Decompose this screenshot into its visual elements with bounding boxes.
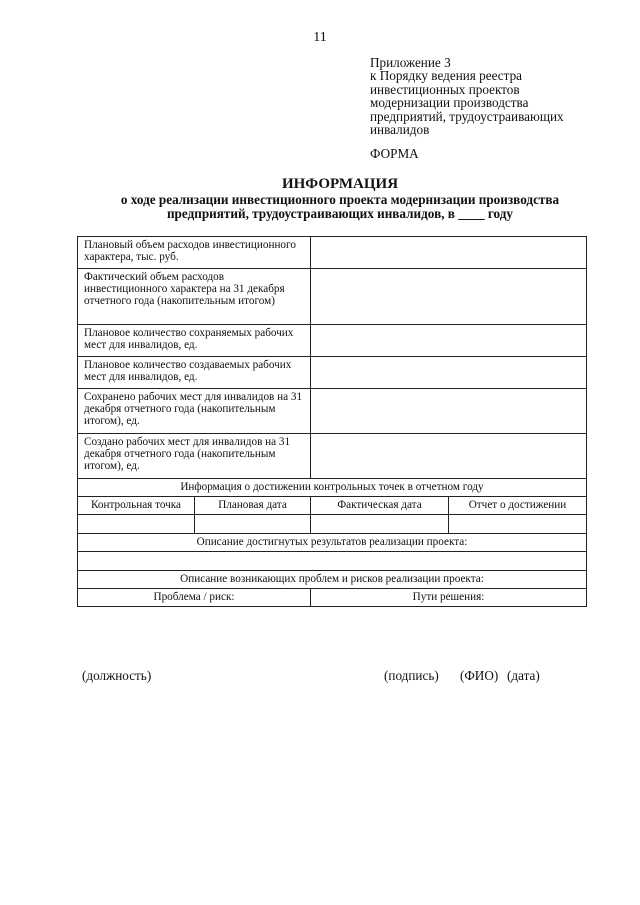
- results-header: Описание достигнутых результатов реализации проекта:: [78, 534, 587, 552]
- signature-caption: (подпись): [384, 668, 439, 683]
- row-label: Плановое количество сохраняемых рабочих мест для инвалидов, ед.: [78, 325, 311, 357]
- appendix-block: [370, 56, 630, 136]
- value-cell[interactable]: [311, 389, 587, 434]
- column-header: Фактическая дата: [311, 497, 449, 515]
- column-header: Плановая дата: [195, 497, 311, 515]
- form-label: ФОРМА: [370, 146, 419, 161]
- value-cell[interactable]: [311, 357, 587, 389]
- checkpoint-cell[interactable]: [78, 515, 195, 534]
- row-label: Сохранено рабочих мест для инвалидов на 31 декабря отчетного года (накопительным итогом), ед.: [78, 389, 311, 434]
- value-cell[interactable]: [311, 325, 587, 357]
- problem-solution-row: [78, 589, 587, 607]
- row-label: Фактический объем расходов инвестиционного характера на 31 декабря отчетного года (накопительным итогом): [78, 269, 311, 325]
- checkpoint-row: [78, 515, 587, 534]
- results-row: [78, 552, 587, 571]
- problems-header: Описание возникающих проблем и рисков реализации проекта:: [78, 571, 587, 589]
- section-header-row: [78, 479, 587, 497]
- appendix-line: инвалидов: [370, 122, 430, 138]
- table-row: [78, 357, 587, 389]
- appendix-line: к Порядку ведения реестра: [370, 68, 523, 84]
- column-header: Контрольная точка: [78, 497, 195, 515]
- value-cell[interactable]: [311, 237, 587, 269]
- appendix-line: инвестиционных проектов: [370, 81, 520, 97]
- report-cell[interactable]: [449, 515, 587, 534]
- column-header: Отчет о достижении: [449, 497, 587, 515]
- subtitle-line: предприятий, трудоустраивающих инвалидов, в ____ году: [166, 206, 514, 221]
- row-label: Создано рабочих мест для инвалидов на 31 декабря отчетного года (накопительным итогом), ед.: [78, 434, 311, 479]
- problem-label: Проблема / риск:: [78, 589, 311, 607]
- date-caption: (дата): [507, 668, 540, 683]
- checkpoints-header: Информация о достижении контрольных точек в отчетном году: [78, 479, 587, 497]
- actual-date-cell[interactable]: [311, 515, 449, 534]
- section-header-row: [78, 571, 587, 589]
- table-row: [78, 269, 587, 325]
- row-label: Плановый объем расходов инвестиционного характера, тыс. руб.: [78, 237, 311, 269]
- document-title: ИНФОРМАЦИЯ: [281, 176, 399, 192]
- document-subtitle: [60, 193, 620, 221]
- section-header-row: [78, 534, 587, 552]
- row-label: Плановое количество создаваемых рабочих мест для инвалидов, ед.: [78, 357, 311, 389]
- appendix-line: Приложение 3: [370, 55, 451, 70]
- table-row: [78, 237, 587, 269]
- appendix-line: предприятий, трудоустраивающих: [370, 108, 564, 124]
- column-header-row: [78, 497, 587, 515]
- solution-label: Пути решения:: [311, 589, 587, 607]
- table-row: [78, 434, 587, 479]
- table-row: [78, 325, 587, 357]
- full-name-caption: (ФИО): [460, 668, 499, 683]
- page-number: 11: [313, 30, 327, 45]
- value-cell[interactable]: [311, 434, 587, 479]
- appendix-line: модернизации производства: [370, 95, 529, 111]
- position-caption: (должность): [82, 668, 152, 683]
- results-cell[interactable]: [78, 552, 587, 571]
- value-cell[interactable]: [311, 269, 587, 325]
- subtitle-line: о ходе реализации инвестиционного проекта модернизации производства: [120, 192, 560, 207]
- report-table: [77, 236, 587, 607]
- planned-date-cell[interactable]: [195, 515, 311, 534]
- table-row: [78, 389, 587, 434]
